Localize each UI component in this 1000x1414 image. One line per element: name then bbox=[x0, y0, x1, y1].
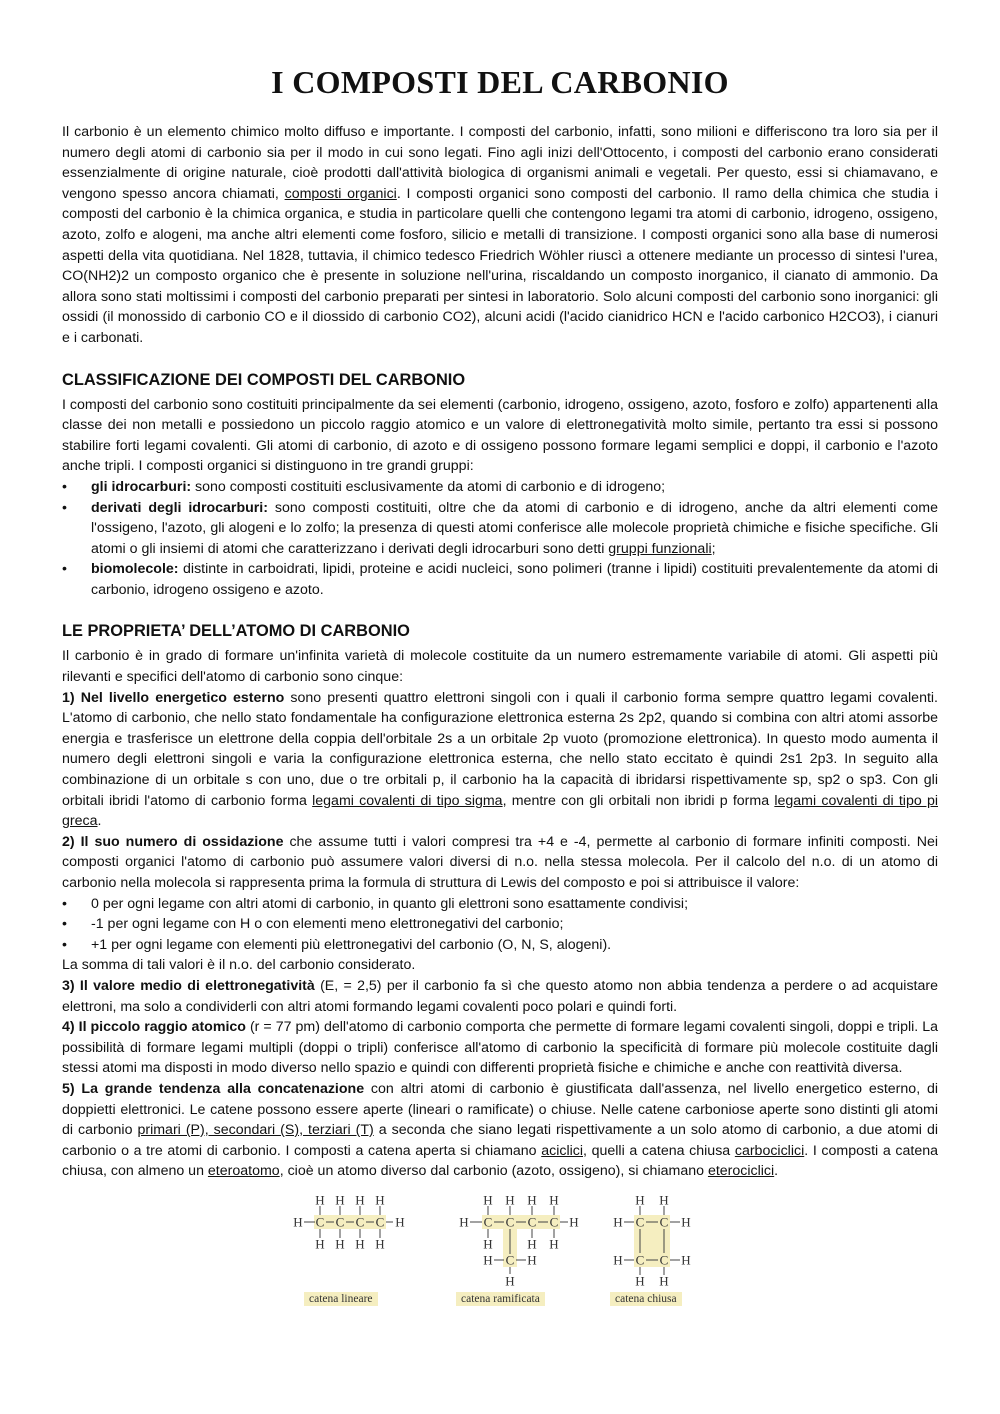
property-1-title: 1) Nel livello energetico esterno bbox=[62, 689, 285, 706]
carbon-atom: C bbox=[659, 1252, 669, 1268]
hydrogen-atom: H bbox=[613, 1252, 623, 1268]
closed-chain-diagram bbox=[606, 1188, 696, 1288]
property-5-text: . bbox=[774, 1163, 779, 1180]
property-1-paragraph bbox=[62, 688, 938, 832]
list-item-text: sono composti costituiti, oltre che da atomi di carbonio e di idrogeno, anche da altri elementi come l'ossigeno, l'azoto, gli alogeni e lo zolfo; la presenza di questi atomi conferisce alle molecole proprietà chimiche e fisiche specifiche. Gli atomi o gli insiemi di atomi che caratterizzano i derivati degli idrocarburi sono detti bbox=[91, 499, 939, 557]
property-5-text: con altri atomi di carbonio è giustificata dall'assenza, nel livello energetico esterno, di doppietti elettronici. Le catene possono essere aperte (lineari o ramificate) o chiuse. Nelle catene carboniose aperte sono distinti gli atomi di carbonio bbox=[62, 1080, 938, 1139]
list-item-end: ; bbox=[711, 540, 716, 557]
list-item-text: +1 per ogni legame con elementi più elettronegativi del carbonio (O, N, S, alogeni). bbox=[91, 936, 612, 953]
list-item-text: -1 per ogni legame con H o con elementi meno elettronegativi del carbonio; bbox=[91, 916, 564, 933]
bullet-icon: • bbox=[62, 478, 67, 495]
hydrogen-atom: H bbox=[527, 1192, 537, 1208]
hydrogen-atom: H bbox=[527, 1236, 537, 1252]
carbon-atom: C bbox=[659, 1214, 669, 1230]
hydrogen-atom: H bbox=[659, 1273, 669, 1288]
hydrogen-atom: H bbox=[505, 1273, 515, 1288]
proprieta-intro: Il carbonio è in grado di formare un'infinita varietà di molecole costituite da un numero estremamente variabile di atomi. Gli aspetti più rilevanti e specifici dell'atomo di carbonio sono cinque: bbox=[62, 648, 938, 686]
hydrogen-atom: H bbox=[459, 1214, 469, 1230]
hydrogen-atom: H bbox=[527, 1252, 537, 1268]
intro-text-1: Il carbonio è un elemento chimico molto diffuso e importante. I composti del carbonio, infatti, sono milioni e differiscono tra loro sia per il numero degli atomi di carbonio sia per il modo in cui sono legati. Fino agli inizi dell'Ottocento, i composti del carbonio erano considerati essenzialmente di origine naturale, cioè prodotti dall'attività biologica di organismi animali e vegetali. Per questo, essi si chiamavano, e vengono spesso ancora chiamati, bbox=[62, 124, 938, 202]
section-heading-proprieta: LE PROPRIETA’ DELL’ATOMO DI CARBONIO bbox=[62, 622, 410, 641]
carbon-atom: C bbox=[375, 1214, 385, 1230]
hydrogen-atom: H bbox=[681, 1252, 691, 1268]
link-primari-secondari-terziari[interactable]: primari (P), secondari (S), terziari (T) bbox=[137, 1122, 374, 1139]
property-2-text: che assume tutti i valori compresi tra +4 e -4, permette al carbonio di formare infiniti composti. Nei composti organici l'atomo di carbonio può assumere valori diversi di n.o. nella stessa molecola. Per il calcolo del n.o. di un atomo di carbonio nella molecola si rappresenta prima la formula di struttura di Lewis del composto e poi si attribuisce il valore: bbox=[62, 833, 938, 891]
property-1-text: sono presenti quattro elettroni singoli con i quali il carbonio forma sempre quattro legami covalenti. L'atomo di carbonio, che nello stato fondamentale ha configurazione elettronica esterna 2s 2p2, quando si combina con altri atomi assorbe energia e trasferisce un elettrone della coppia dell'orbitale 2s a un orbitale 2p vuoto (promozione elettronica). In questo modo aumenta il numero degli elettroni singoli e varia la configurazione elettronica esterna, che nello stato eccitato è quindi 2s1 2p3. In seguito alla combinazione di un orbitale s con uno, due o tre orbitali p, il carbonio ha la capacità di ibridarsi rispettivamente sp, sp2 o sp3. Con gli orbitali ibridi l'atomo di carbonio forma bbox=[62, 689, 938, 809]
hydrogen-atom: H bbox=[483, 1192, 493, 1208]
hydrogen-atom: H bbox=[293, 1214, 303, 1230]
hydrogen-atom: H bbox=[335, 1192, 345, 1208]
carbon-atom: C bbox=[549, 1214, 559, 1230]
carbon-atom: C bbox=[315, 1214, 325, 1230]
property-2-conclusion: La somma di tali valori è il n.o. del carbonio considerato. bbox=[62, 957, 416, 974]
hydrogen-atom: H bbox=[635, 1273, 645, 1288]
classificazione-list bbox=[62, 477, 938, 601]
property-5-text: , quelli a catena chiusa bbox=[583, 1142, 735, 1159]
link-legami-sigma[interactable]: legami covalenti di tipo sigma bbox=[312, 792, 503, 809]
caption-catena-lineare: catena lineare bbox=[304, 1292, 378, 1306]
classificazione-paragraph: I composti del carbonio sono costituiti principalmente da sei elementi (carbonio, idrogeno, ossigeno, azoto, fosforo e zolfo) appartenenti alla classe dei non metalli e possiedono un piccolo raggio atomico e un valore di elettronegatività molto simile, pertanto tra essi si possono stabilire forti legami covalenti. Gli atomi di carbonio, di azoto e di ossigeno possono formare legami semplici e doppi, il carbonio e l'azoto anche tripli. I composti organici si distinguono in tre grandi gruppi: bbox=[62, 396, 938, 475]
list-item bbox=[62, 894, 938, 915]
hydrogen-atom: H bbox=[549, 1236, 559, 1252]
list-item-text: sono composti costituiti esclusivamente da atomi di carbonio e di idrogeno; bbox=[191, 478, 666, 495]
carbon-atom: C bbox=[505, 1214, 515, 1230]
hydrogen-atom: H bbox=[315, 1236, 325, 1252]
list-item bbox=[62, 914, 938, 935]
property-3-title: 3) Il valore medio di elettronegatività bbox=[62, 977, 315, 994]
caption-catena-ramificata: catena ramificata bbox=[456, 1292, 545, 1306]
link-composti-organici[interactable]: composti organici bbox=[284, 185, 397, 202]
caption-catena-chiusa: catena chiusa bbox=[610, 1292, 682, 1306]
hydrogen-atom: H bbox=[569, 1214, 579, 1230]
hydrogen-atom: H bbox=[375, 1236, 385, 1252]
page-title: I COMPOSTI DEL CARBONIO bbox=[271, 64, 729, 100]
hydrogen-atom: H bbox=[505, 1192, 515, 1208]
carbon-atom: C bbox=[635, 1214, 645, 1230]
hydrogen-atom: H bbox=[375, 1192, 385, 1208]
hydrogen-atom: H bbox=[395, 1214, 405, 1230]
carbon-chains-figure bbox=[62, 1188, 938, 1318]
intro-paragraph bbox=[62, 122, 938, 349]
list-item-term: gli idrocarburi: bbox=[91, 478, 192, 495]
link-eterociclici[interactable]: eterociclici bbox=[707, 1163, 775, 1180]
bullet-icon: • bbox=[62, 895, 67, 912]
carbon-atom: C bbox=[483, 1214, 493, 1230]
hydrogen-atom: H bbox=[355, 1192, 365, 1208]
list-item bbox=[62, 498, 938, 560]
bullet-icon: • bbox=[62, 499, 67, 516]
property-1-end: . bbox=[97, 813, 102, 830]
bullet-icon: • bbox=[62, 561, 67, 578]
hydrogen-atom: H bbox=[335, 1236, 345, 1252]
property-3-text: (E, = 2,5) per il carbonio fa sì che questo atomo non abbia tendenza a perdere o ad acquistare elettroni, ma solo a condividerli con altri atomi formando legami covalenti poco polari e quindi forti. bbox=[62, 977, 938, 1015]
property-5-text: . I composti a catena chiusa, con almeno un bbox=[62, 1142, 938, 1180]
carbon-atom: C bbox=[505, 1252, 515, 1268]
carbon-atom: C bbox=[335, 1214, 345, 1230]
hydrogen-atom: H bbox=[681, 1214, 691, 1230]
hydrogen-atom: H bbox=[613, 1214, 623, 1230]
link-aciclici[interactable]: aciclici bbox=[541, 1142, 583, 1159]
linear-chain-diagram bbox=[288, 1188, 408, 1288]
hydrogen-atom: H bbox=[483, 1236, 493, 1252]
list-item-term: derivati degli idrocarburi: bbox=[91, 499, 268, 516]
section-heading-classificazione: CLASSIFICAZIONE DEI COMPOSTI DEL CARBONIO bbox=[62, 370, 466, 389]
hydrogen-atom: H bbox=[315, 1192, 325, 1208]
list-item bbox=[62, 935, 938, 956]
hydrogen-atom: H bbox=[635, 1192, 645, 1208]
property-2-paragraph bbox=[62, 832, 938, 894]
carbon-atom: C bbox=[635, 1252, 645, 1268]
list-item bbox=[62, 559, 938, 600]
list-item-text: 0 per ogni legame con altri atomi di carbonio, in quanto gli elettroni sono esattamente condivisi; bbox=[91, 895, 689, 912]
link-legami-pi-greca[interactable]: legami covalenti di tipo pi greca bbox=[62, 792, 938, 830]
oxidation-rules-list bbox=[62, 894, 938, 956]
property-4-paragraph bbox=[62, 1017, 938, 1079]
hydrogen-atom: H bbox=[483, 1252, 493, 1268]
list-item-text: distinte in carboidrati, lipidi, proteine e acidi nucleici, sono polimeri (tranne i lipidi) costituiti prevalentemente da atomi di carbonio, idrogeno ossigeno e azoto. bbox=[91, 561, 938, 598]
property-1-mid: , mentre con gli orbitali non ibridi p forma bbox=[502, 792, 775, 809]
list-item bbox=[62, 477, 938, 498]
intro-text-2: . I composti organici sono composti del carbonio. Il ramo della chimica che studia i composti del carbonio è la chimica organica, e studia in particolare quelli che contengono legami tra atomi di carbonio, idrogeno, ossigeno, azoto, zolfo e alogeni, ma anche altri elementi come fosforo, silicio e metalli di transizione. I composti organici sono alla base di numerosi aspetti della vita quotidiana. Nel 1828, tuttavia, il chimico tedesco Friedrich Wöhler riuscì a ottenere mediante un processo di sintesi l'urea, CO(NH2)2 un composto organico che è presente in soluzione nell'urina, riscaldando un composto inorganico, il cianato di ammonio. Da allora sono stati moltissimi i composti del carbonio preparati per sintesi in laboratorio. Solo alcuni composti del carbonio sono inorganici: gli ossidi (il monossido di carbonio CO e il diossido di carbonio CO2), alcuni acidi (l'acido cianidrico HCN e l'acido carbonico H2CO3), i cianuri e i carbonati. bbox=[62, 185, 938, 346]
property-5-title: 5) La grande tendenza alla concatenazione bbox=[62, 1080, 365, 1097]
property-4-title: 4) Il piccolo raggio atomico bbox=[62, 1019, 246, 1036]
carbon-atom: C bbox=[527, 1214, 537, 1230]
carbon-atom: C bbox=[355, 1214, 365, 1230]
property-5-paragraph bbox=[62, 1079, 938, 1182]
property-4-text: (r = 77 pm) dell'atomo di carbonio comporta che permette di formare legami covalenti singoli, doppi e tripli. La possibilità di formare legami multipli (doppi o tripli) conferisce all'atomo di carbonio la specificità di formare più molecole costituite dagli stessi atomi ma disposti in modo diverso nello spazio e quindi con differenti proprietà fisiche e chimiche e anche con reattività diversa. bbox=[62, 1019, 938, 1077]
property-3-paragraph bbox=[62, 976, 938, 1017]
bullet-icon: • bbox=[62, 916, 67, 933]
link-carbociclici[interactable]: carbociclici bbox=[734, 1142, 805, 1159]
hydrogen-atom: H bbox=[659, 1192, 669, 1208]
link-gruppi-funzionali[interactable]: gruppi funzionali bbox=[608, 540, 712, 557]
link-eteroatomo[interactable]: eteroatomo bbox=[207, 1163, 280, 1180]
list-item-term: biomolecole: bbox=[91, 561, 179, 578]
property-2-title: 2) Il suo numero di ossidazione bbox=[62, 833, 284, 850]
hydrogen-atom: H bbox=[355, 1236, 365, 1252]
hydrogen-atom: H bbox=[549, 1192, 559, 1208]
branched-chain-diagram bbox=[450, 1188, 580, 1288]
bullet-icon: • bbox=[62, 936, 67, 953]
property-5-text: a seconda che siano legati rispettivamente a un solo atomo di carbonio, a due atomi di carbonio o a tre atomi di carbonio. I composti a catena aperta si chiamano bbox=[62, 1122, 938, 1159]
property-5-text: , cioè un atomo diverso dal carbonio (azoto, ossigeno), si chiamano bbox=[279, 1163, 708, 1180]
